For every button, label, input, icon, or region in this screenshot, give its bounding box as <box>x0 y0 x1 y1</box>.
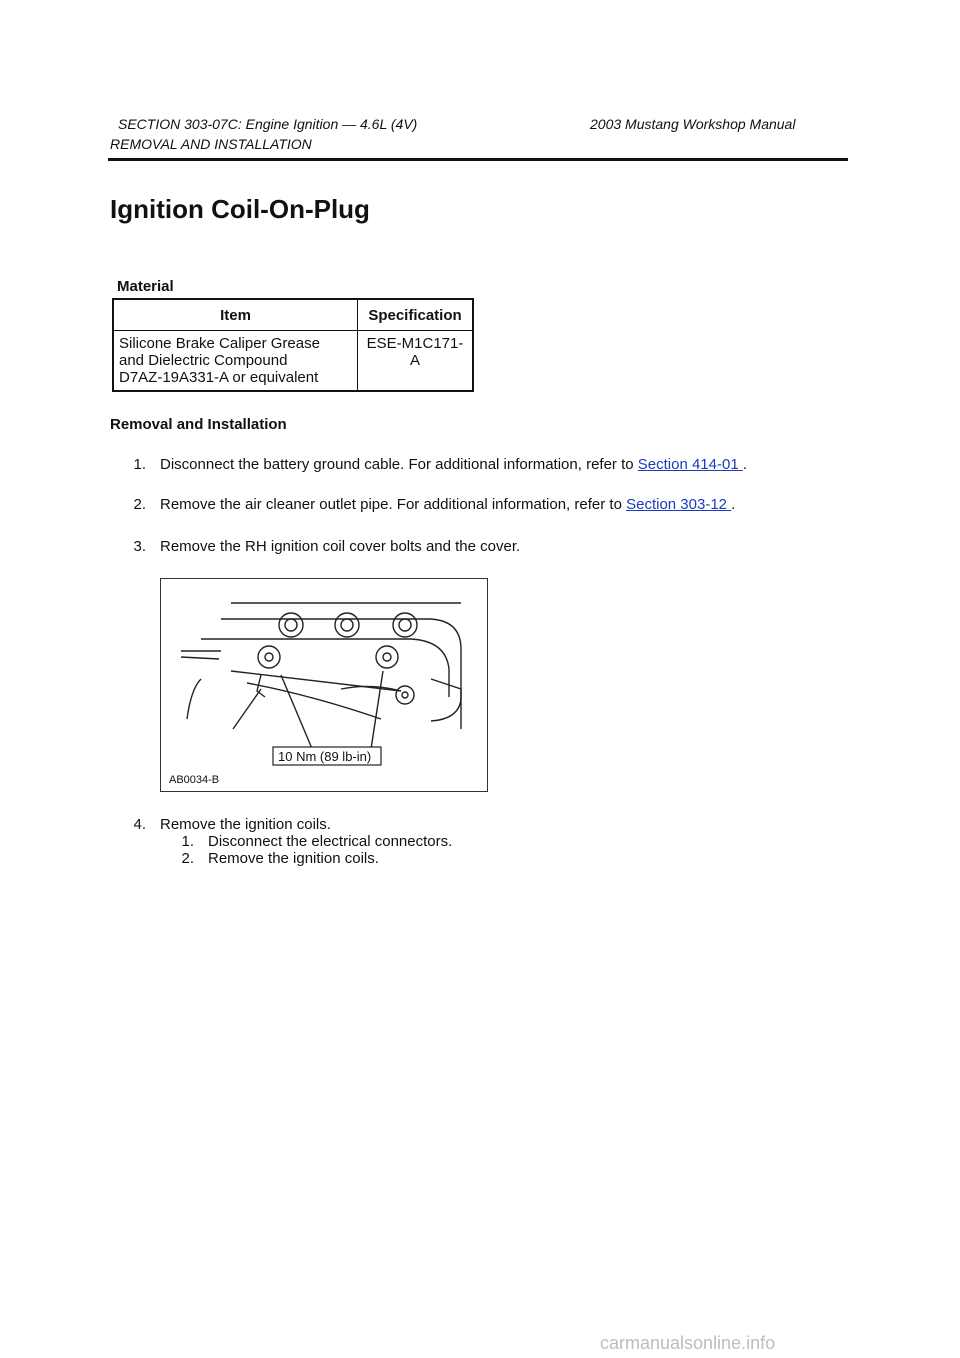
step-number: 4. <box>133 816 146 833</box>
step-number: 2. <box>133 496 146 513</box>
item-line: and Dielectric Compound <box>119 352 288 369</box>
item-line: Silicone Brake Caliper Grease <box>119 335 320 352</box>
figure-id: AB0034-B <box>169 774 220 786</box>
step-punct: . <box>731 496 736 513</box>
step-text: Remove the ignition coils. <box>160 816 331 833</box>
column-header-specification: Specification <box>358 299 474 331</box>
substep-number: 1. <box>181 833 194 850</box>
table-row <box>113 331 473 392</box>
link-section-303-12[interactable]: Section 303-12 <box>626 496 732 513</box>
substep-text: Disconnect the electrical connectors. <box>208 833 453 850</box>
step-number: 1. <box>133 456 146 473</box>
cell-specification <box>358 331 474 392</box>
ignition-coil-cover-figure <box>160 578 488 792</box>
header-rule <box>108 158 848 161</box>
cell-item <box>113 331 358 392</box>
header-section: SECTION 303-07C: Engine Ignition — 4.6L (4V) <box>118 116 418 132</box>
watermark: carmanualsonline.info <box>600 1333 776 1353</box>
header-manual: 2003 Mustang Workshop Manual <box>590 116 796 132</box>
column-header-item: Item <box>113 299 358 331</box>
step-number: 3. <box>133 538 146 555</box>
step-text: Disconnect the battery ground cable. For additional information, refer to <box>160 456 634 473</box>
spec-line: A <box>409 352 420 369</box>
engine-illustration <box>161 579 487 791</box>
link-section-414-01[interactable]: Section 414-01 <box>637 456 743 473</box>
material-table <box>112 298 474 392</box>
spec-line: ESE-M1C171- <box>366 335 464 352</box>
item-line: D7AZ-19A331-A or equivalent <box>119 369 319 386</box>
torque-label: 10 Nm (89 lb-in) <box>278 749 372 764</box>
page-title: Ignition Coil-On-Plug <box>110 194 370 224</box>
procedure-heading: Removal and Installation <box>110 416 287 433</box>
substep-text: Remove the ignition coils. <box>208 850 379 867</box>
table-header-row <box>113 299 473 331</box>
material-label: Material <box>117 278 174 295</box>
step-text: Remove the RH ignition coil cover bolts and the cover. <box>160 538 521 555</box>
step-text: Remove the air cleaner outlet pipe. For additional information, refer to <box>160 496 622 513</box>
header-subsection: REMOVAL AND INSTALLATION <box>110 136 312 152</box>
step-punct: . <box>742 456 748 473</box>
substep-number: 2. <box>181 850 194 867</box>
